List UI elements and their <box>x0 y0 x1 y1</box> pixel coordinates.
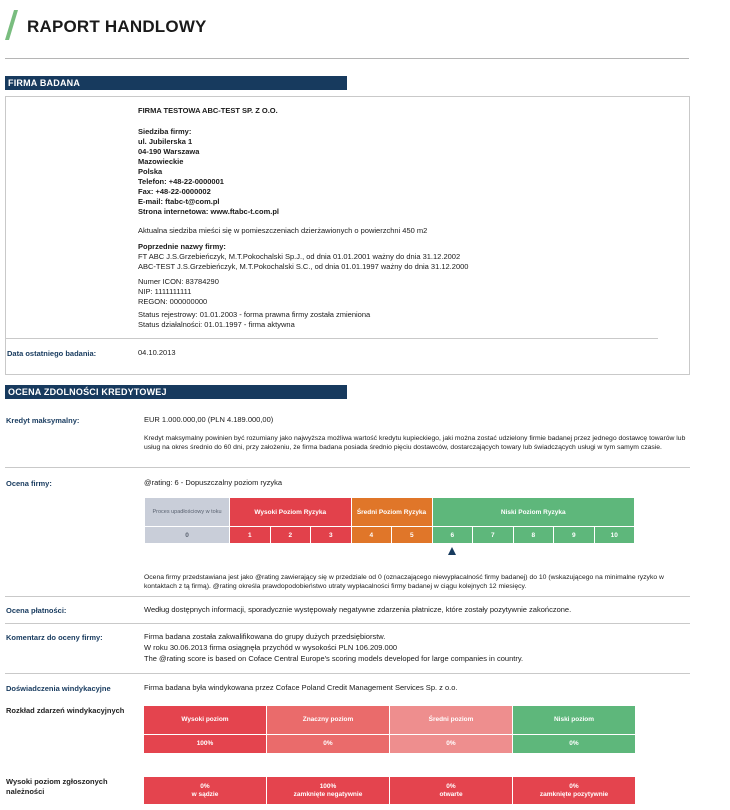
header-divider <box>5 58 689 59</box>
company-city: 04-190 Warszawa <box>138 147 200 156</box>
last-exam-label: Data ostatniego badania: <box>7 349 97 358</box>
payments-value: Według dostępnych informacji, sporadycznie występowały negatywne zdarzenia płatnicze, które zostały pozytywnie zakończone. <box>144 605 572 614</box>
high-level-caption: zamknięte pozytywnie <box>539 790 609 798</box>
collections-level-header: Wysoki poziom <box>144 706 266 734</box>
rating-score-cell: 7 <box>473 527 513 543</box>
company-phone: Telefon: +48-22-0000001 <box>138 177 224 186</box>
collections-label: Doświadczenia windykacyjne <box>6 684 111 693</box>
previous-name-1: FT ABC J.S.Grzebieńczyk, M.T.Pokochalski Sp.J., od dnia 01.01.2001 ważny do dnia 31.12.2002 <box>138 252 461 261</box>
comment-line-2: W roku 30.06.2013 firma osiągnęła przychód w wysokości PLN 106.209.000 <box>144 643 398 652</box>
company-website[interactable]: Strona internetowa: www.ftabc-t.com.pl <box>138 207 279 216</box>
previous-names-label: Poprzednie nazwy firmy: <box>138 242 226 251</box>
rating-score-cell: 10 <box>595 527 635 543</box>
divider <box>5 623 690 624</box>
divider <box>5 596 690 597</box>
seat-label: Siedziba firmy: <box>138 127 192 136</box>
company-region: Mazowieckie <box>138 157 184 166</box>
rating-group-header: Wysoki Poziom Ryzyka <box>230 498 351 526</box>
rating-label: Ocena firmy: <box>6 479 52 488</box>
high-level-cell <box>267 777 389 804</box>
high-level-cell <box>144 777 266 804</box>
company-separator <box>6 338 658 339</box>
high-level-cell <box>390 777 512 804</box>
collections-level-value: 0% <box>267 735 389 753</box>
registry-status: Status rejestrowy: 01.01.2003 - forma prawna firmy została zmieniona <box>138 310 371 319</box>
rating-score-cell: 6 <box>433 527 473 543</box>
rating-marker-icon <box>448 547 456 555</box>
collections-value: Firma badana była windykowana przez Coface Poland Credit Management Services Sp. z o.o. <box>144 683 458 692</box>
collections-level-header: Znaczny poziom <box>267 706 389 734</box>
rating-group-header: Proces upadłościowy w toku <box>145 498 229 526</box>
icon-number: Numer ICON: 83784290 <box>138 277 219 286</box>
regon-number: REGON: 000000000 <box>138 297 208 306</box>
company-street: ul. Jubilerska 1 <box>138 137 193 146</box>
credit-value: EUR 1.000.000,00 (PLN 4.189.000,00) <box>144 415 274 424</box>
rating-score-cell: 3 <box>311 527 351 543</box>
rating-score-cell: 5 <box>392 527 432 543</box>
payments-label: Ocena płatności: <box>6 606 67 615</box>
divider <box>5 673 690 674</box>
page-title: RAPORT HANDLOWY <box>27 17 207 36</box>
credit-label: Kredyt maksymalny: <box>6 416 80 425</box>
credit-description: Kredyt maksymalny powinien być rozumiany jako najwyższa możliwa wartość kredytu kupieckiego, jaki można zostać udzielony firmie badanej przez jednego dostawcę towarów lub usług na okres średnio do 60 dni, przy założeniu, że firma badana posiada średnio pięciu dostawców, dostarczających towary lub świadczących usługi w tym samym czasie. <box>144 435 686 451</box>
high-level-value: 0% <box>446 782 456 790</box>
rating-group-header: Średni Poziom Ryzyka <box>352 498 432 526</box>
divider <box>5 467 690 468</box>
high-level-value: 0% <box>569 782 579 790</box>
rating-value: @rating: 6 - Dopuszczalny poziom ryzyka <box>144 478 283 487</box>
company-country: Polska <box>138 167 163 176</box>
comment-line-1: Firma badana została zakwalifikowana do grupy dużych przedsiębiorstw. <box>144 632 386 641</box>
rating-group-header: Niski Poziom Ryzyka <box>433 498 635 526</box>
rating-score-cell: 4 <box>352 527 392 543</box>
rating-score-cell: 2 <box>271 527 311 543</box>
last-exam-value: 04.10.2013 <box>138 348 176 357</box>
rating-score-cell: 1 <box>230 527 270 543</box>
rating-score-cell: 0 <box>145 527 229 543</box>
high-level-caption: otwarte <box>439 790 463 798</box>
company-fax: Fax: +48-22-0000002 <box>138 187 211 196</box>
nip-number: NIP: 1111111111 <box>138 287 192 296</box>
high-level-value: 100% <box>319 782 337 790</box>
collections-level-header: Średni poziom <box>390 706 512 734</box>
collections-level-header: Niski poziom <box>513 706 635 734</box>
company-box <box>5 96 690 375</box>
high-level-caption: w sądzie <box>191 790 219 798</box>
company-name: FIRMA TESTOWA ABC-TEST SP. Z O.O. <box>138 106 278 115</box>
high-level-caption: zamknięte negatywnie <box>293 790 363 798</box>
collections-level-value: 0% <box>390 735 512 753</box>
rating-score-cell: 9 <box>554 527 594 543</box>
collections-level-value: 100% <box>144 735 266 753</box>
collections-level-value: 0% <box>513 735 635 753</box>
high-level-value: 0% <box>200 782 210 790</box>
high-level-cell <box>513 777 635 804</box>
comment-label: Komentarz do oceny firmy: <box>6 633 103 642</box>
header-slash-icon <box>5 10 19 40</box>
previous-name-2: ABC-TEST J.S.Grzebieńczyk, M.T.Pokochalski S.C., od dnia 01.01.1997 ważny do dnia 31.12.2000 <box>138 262 469 271</box>
rating-description: Ocena firmy przedstawiana jest jako @rating zawierający się w przedziale od 0 (oznaczającego niewypłacalność firmy badanej) do 10 (wskazującego na minimalne ryzyko w kontaktach z tą firmą). @rating określa prawdopodobieństwo utraty wypłacalności firmy badanej w ciągu kolejnych 12 miesięcy. <box>144 574 664 590</box>
company-premises: Aktualna siedziba mieści się w pomieszczeniach dzierżawionych o powierzchni 450 m2 <box>138 226 428 235</box>
activity-status: Status działalności: 01.01.1997 - firma aktywna <box>138 320 295 329</box>
distribution-label: Rozkład zdarzeń windykacyjnych <box>6 706 125 715</box>
company-email[interactable]: E-mail: ftabc-t@com.pl <box>138 197 220 206</box>
high-level-label: Wysoki poziom zgłoszonych należności <box>6 777 108 796</box>
section-title-firma: FIRMA BADANA <box>5 76 347 90</box>
section-title-ocena: OCENA ZDOLNOŚCI KREDYTOWEJ <box>5 385 347 399</box>
comment-line-3: The @rating score is based on Coface Central Europe's scoring models developed for large companies in country. <box>144 654 524 663</box>
rating-score-cell: 8 <box>514 527 554 543</box>
